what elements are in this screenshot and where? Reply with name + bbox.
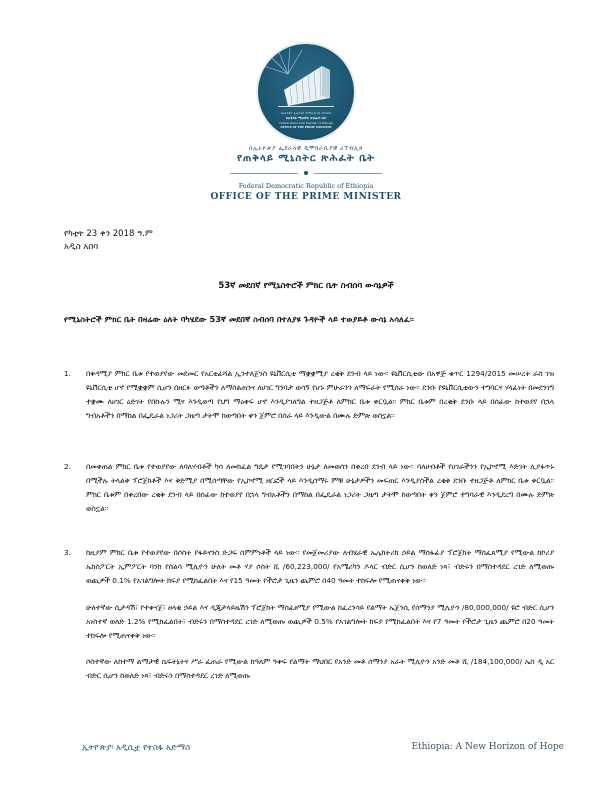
date-block xyxy=(64,228,153,254)
letterhead-divider-left xyxy=(230,173,298,174)
seal-text-line3: Federal Democratic Republic of Ethiopia xyxy=(279,122,333,125)
item-paragraph: ሶስተኛው ለከተማ ልማታዊ ሴፍትኔትና ሥራ ፈጠራ የሚውል ከዓለም ዓቀፍ የልማት ማህበር የአንድ መቶ ሰማንያ አራት ሚሊዮን አንድ መቶ ሺ /184,100,000/ ኤስ ዲ አር ብድር ሲሆን ከወለድ ነጻ፣ ብድሩን በማስተዳደር ረገድ ለሚወጡ xyxy=(86,657,554,681)
decision-item-2 xyxy=(64,460,554,529)
decision-item-3 xyxy=(64,546,554,696)
document-title: 53ኛ መደበኛ የሚኒስትሮች ምክር ቤት ስብሰባ ውሳኔዎች xyxy=(218,281,394,291)
letterhead-divider-dot-icon xyxy=(304,171,308,175)
letterhead-english-country: Federal Democratic Republic of Ethiopia xyxy=(238,182,374,190)
item-paragraph: በቀዳሚያ ምክር ቤቱ የተወያየው መደመር የአርቲፊሻል ኢንተለጀንስ ዩኒቨርሲቲ ማቋቋሚያ ረቂቅ ደንብ ላይ ነው፡፡ ዩኒቨርሲቲው በአዋጅ ቁጥር 1294/2015 መሠረት ራስ ገዝ ዩኒቨርሲቲ ሆኖ የሚቋቋም ሲሆን በዘርፉ ወጣቶችን ለማሰልጠንና ለሀገር ግንባታ ወሳኝ የሆኑ ምሁራንን ለማፍራት የሚሰራ ነው፡፡ ደንቡ የዩኒቨርሲቲውን ተግባርና ሃላፊነት በመደንገግ ተቋሙ ለሀገር ዕድገት የበኩሉን ሚና እንዲወጣ የህግ ማዕቀፍ ሆኖ እንዲያገለግል ተዘጋጅቶ ለምክር ቤቱ ቀርቧል፡፡ ምክር ቤቱም በረቂቅ ደንቡ ላይ በሰፊው ከተወያየ በኋላ ግብአቶችን በማከል በፌዴራል ነጋሪት ጋዜጣ ታትሞ ከወጣበት ቀን ጀምሮ በስራ ላይ እንዲውል በሙሉ ድምጽ ወስኗል፡፡ xyxy=(86,369,554,420)
footer-english-slogan: Ethiopia: A New Horizon of Hope xyxy=(411,742,564,752)
item-number: 3. xyxy=(64,548,71,557)
item-paragraph: ሁለተኛው ሲታዳሽ፣ የተቀናጀ፣ ዘላቂ ኃይል እና ዲጂታላይዜሽን ፕሮጀክት ማስፈፀሚያ የሚውል ከፈረንሳይ የልማት ኤጀንሲ የሰማንያ ሚሊዮን /80,000,000/ ዩሮ ብድር ሲሆን አነስተኛ ወለድ 1.2% የሚከፈልበት፣ ብድሩን በማስተዳደር ረገድ ለሚወጡ ወጪዎች 0.5% የአገልግሎት ክፍያ የሚከፈልበት እና የ7 ዓመት የችሮታ ጊዜን ጨምሮ በ20 ዓመት ተከፍሎ የሚጠናቀቅ ነው፡፡ xyxy=(86,602,554,640)
document-place: አዲስ አበባ xyxy=(64,242,99,252)
document-date: የካቲት 23 ቀን 2018 ዓ.ም xyxy=(64,229,153,239)
letterhead-english-office: OFFICE OF THE PRIME MINISTER xyxy=(210,192,402,202)
document-subtitle: የሚኒስትሮች ምክር ቤት በዛሬው ዕለት ባካሄደው 53ኛ መደበኛ ስብሰባ በተለያዩ ጉዳዮች ላይ ተወያይቶ ውሳኔ አሳለፈ፡፡ xyxy=(64,314,414,324)
seal-building-icon xyxy=(258,44,354,140)
decision-item-1 xyxy=(64,367,554,436)
seal-text-line4: OFFICE OF THE PRIME MINISTER xyxy=(280,126,332,129)
item-number: 2. xyxy=(64,462,71,471)
letterhead-amharic-office: የጠቅላይ ሚኒስትር ጽሕፈት ቤት xyxy=(237,153,375,164)
item-number: 1. xyxy=(64,369,71,378)
seal-text-line1: በኢትዮጵያ ፌደራላዊ ዲሞክራሲያዊ ሪፐብሊክ xyxy=(280,111,332,115)
letterhead-amharic-country: በኢትዮጵያ ፌደራላዊ ዲሞክራሲያዊ ሪፐብሊክ xyxy=(249,145,363,152)
seal-text-line2: የጠቅላይ ሚኒስትር ጽሕፈት ቤት xyxy=(285,116,327,120)
office-seal-icon xyxy=(258,44,354,140)
letterhead-divider-right xyxy=(314,173,382,174)
item-paragraph: በመቀጠል ምክር ቤቱ የተወያየው ለባለሃብቶች ካሳ ለመክፈል ግዴታ የሚገባበትን ሁኔታ ለመወሰን በቀረበ ደንብ ላይ ነው፡፡ ባለሀብቶች የሀገራችንን የኢኮኖሚ እድገት ሊያፋጥኑ በሚችሉ ትላልቅ ፕሮጀክቶች እና ቅድሚያ በሚሰጣቸው የኢኮኖሚ ዘርፎች ላይ እንዲሰማሩ ምቹ ሁኔታዎችን መፍጠር እንዲያስችል ረቂቅ ደንቡ ተዘጋጅቶ ለምክር ቤቱ ቀርቧል፡፡ ምክር ቤቱም በቀረበው ረቂቅ ደንብ ላይ በሰፊው ከተወያየ በኋላ ግብአቶችን በማከል በፌዴራል ነጋሪት ጋዜጣ ታትሞ ከወጣበት ቀን ጀምሮ ተግባራዊ እንዲደረግ በሙሉ ድምጽ ወስኗል፡፡ xyxy=(86,462,554,513)
item-paragraph: ከዚያም ምክር ቤቱ የተወያየው በሶስት የፋይናንስ ድጋፍ ስምምነቶች ላይ ነው፡፡ የመጀመሪያው ለብሄራዊ ኤሌክትሪክ ኃይል ማስፋፊያ ፕሮጀክት ማስፈጸሚያ የሚውል ከኮሪያ ኤክስፖርት ኢምፖርት ባንክ የስልሳ ሚሊዮን ሁለት መቶ ሃያ ሶስት ሺ /60,223,000/ የአሜሪካን ዶላር ብድር ሲሆን ከወለድ ነጻ፣ ብድሩን በማስተዳደር ረገድ ለሚወጡ ወጪዎች 0.1% የአገልግሎት ክፍያ የሚከፈልበት እና የ15 ዓመት የችሮታ ጊዜን ጨምሮ በ40 ዓመት ተከፍሎ የሚጠናቀቅ ነው፡፡ xyxy=(86,548,554,585)
footer-amharic-slogan: ኢትዮጵያ፡ አዲሲቷ የተስፋ አድማስ xyxy=(82,743,191,753)
